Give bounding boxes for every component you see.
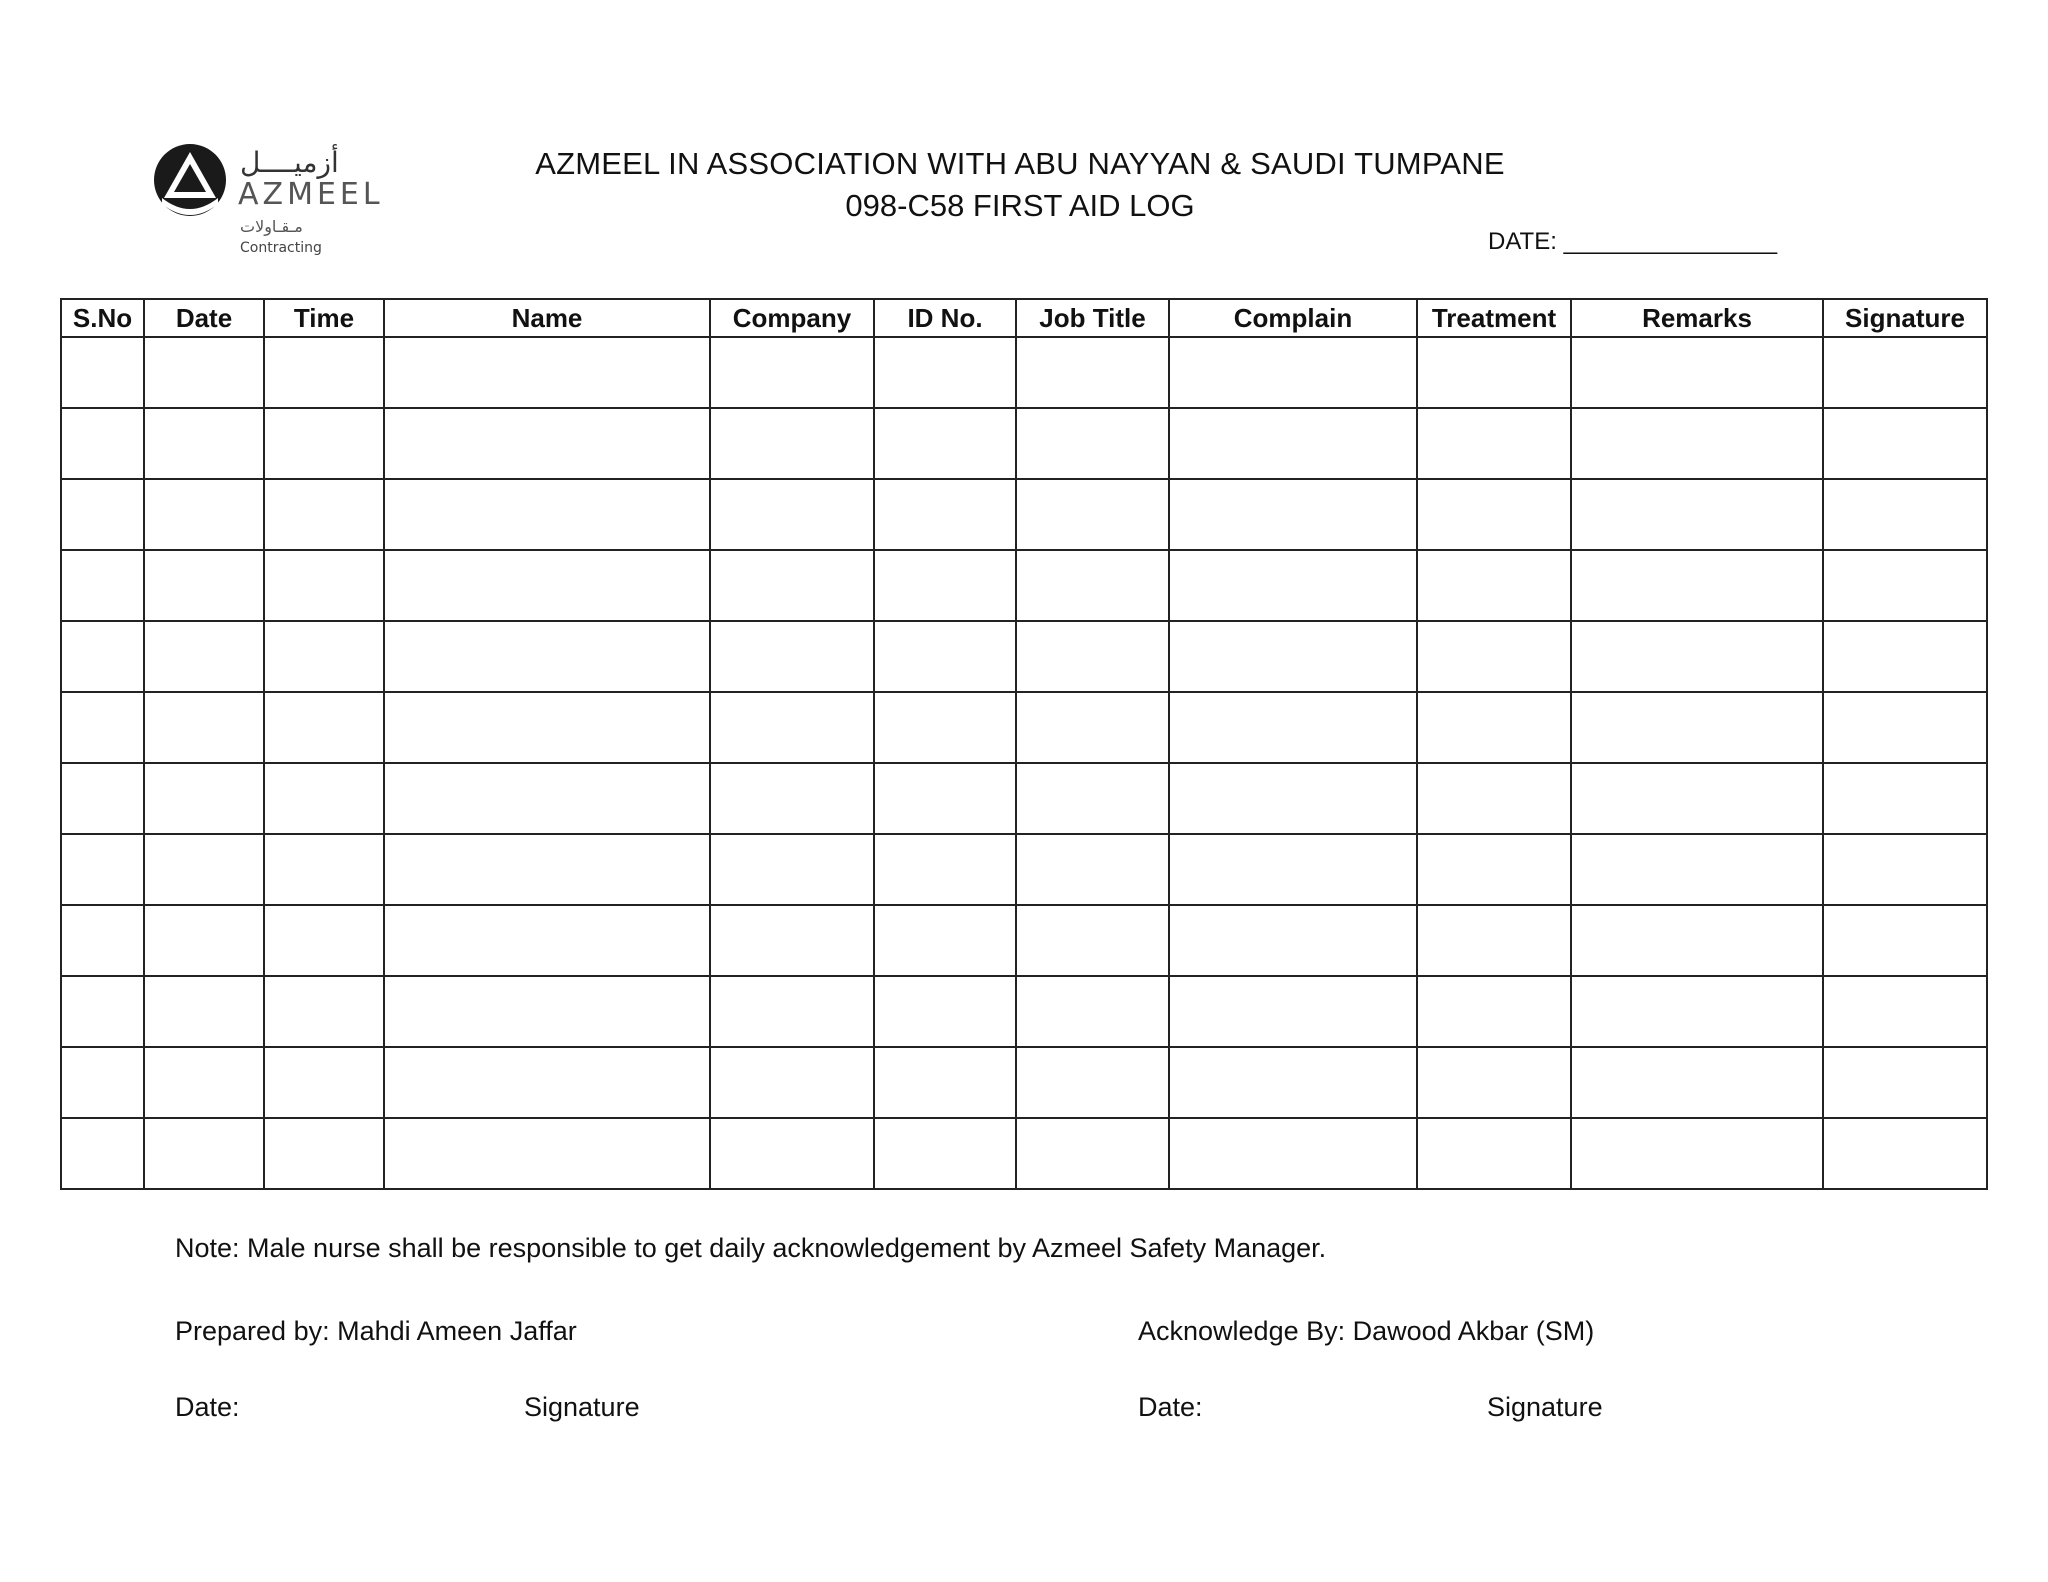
column-header: Company: [710, 299, 874, 337]
table-cell: [1016, 337, 1169, 408]
table-cell: [1823, 337, 1987, 408]
table-cell: [384, 621, 710, 692]
table-cell: [1417, 905, 1571, 976]
table-header-row: [61, 299, 1987, 337]
table-cell: [61, 763, 144, 834]
logo-arabic-tagline: مـقـاولات: [240, 217, 303, 236]
table-row: [61, 1118, 1987, 1189]
table-cell: [1417, 408, 1571, 479]
table-cell: [710, 692, 874, 763]
table-cell: [710, 479, 874, 550]
table-cell: [710, 763, 874, 834]
table-cell: [1016, 905, 1169, 976]
column-header: Time: [264, 299, 384, 337]
table-cell: [1016, 621, 1169, 692]
table-cell: [61, 905, 144, 976]
table-cell: [1823, 905, 1987, 976]
table-row: [61, 834, 1987, 905]
table-row: [61, 621, 1987, 692]
table-cell: [1823, 834, 1987, 905]
table-cell: [144, 1118, 264, 1189]
table-cell: [384, 408, 710, 479]
table-cell: [384, 479, 710, 550]
table-cell: [264, 763, 384, 834]
table-cell: [874, 337, 1016, 408]
table-cell: [874, 763, 1016, 834]
column-header: Complain: [1169, 299, 1417, 337]
table-row: [61, 408, 1987, 479]
table-cell: [1417, 1118, 1571, 1189]
column-header: Job Title: [1016, 299, 1169, 337]
table-row: [61, 550, 1987, 621]
header-date-field: DATE: ________________: [1488, 228, 1778, 255]
table-cell: [384, 1047, 710, 1118]
table-cell: [1571, 976, 1823, 1047]
table-cell: [1417, 763, 1571, 834]
table-cell: [710, 621, 874, 692]
table-row: [61, 1047, 1987, 1118]
table-cell: [1571, 337, 1823, 408]
table-cell: [1823, 1118, 1987, 1189]
table-cell: [144, 550, 264, 621]
table-cell: [1571, 550, 1823, 621]
table-cell: [264, 976, 384, 1047]
table-cell: [874, 550, 1016, 621]
column-header: Signature: [1823, 299, 1987, 337]
table-cell: [1169, 763, 1417, 834]
column-header: Date: [144, 299, 264, 337]
table-cell: [1571, 1118, 1823, 1189]
table-cell: [1823, 692, 1987, 763]
table-cell: [1169, 1047, 1417, 1118]
acknowledge-signature-label: Signature: [1487, 1392, 1603, 1422]
table-cell: [1169, 692, 1417, 763]
table-cell: [1169, 621, 1417, 692]
column-header: S.No: [61, 299, 144, 337]
table-cell: [1571, 692, 1823, 763]
table-cell: [1823, 1047, 1987, 1118]
table-cell: [710, 550, 874, 621]
document-subtitle: 098-C58 FIRST AID LOG: [845, 188, 1195, 223]
table-cell: [1016, 763, 1169, 834]
table-cell: [264, 550, 384, 621]
prepared-date-label: Date:: [175, 1392, 240, 1422]
column-header: Remarks: [1571, 299, 1823, 337]
table-cell: [1823, 408, 1987, 479]
table-cell: [1571, 408, 1823, 479]
table-cell: [874, 1047, 1016, 1118]
table-cell: [710, 1118, 874, 1189]
table-cell: [61, 834, 144, 905]
table-cell: [874, 1118, 1016, 1189]
table-cell: [1823, 621, 1987, 692]
table-cell: [384, 834, 710, 905]
table-row: [61, 479, 1987, 550]
table-cell: [1417, 550, 1571, 621]
table-cell: [384, 976, 710, 1047]
table-cell: [144, 479, 264, 550]
table-cell: [1169, 834, 1417, 905]
table-row: [61, 905, 1987, 976]
table-cell: [1016, 692, 1169, 763]
table-cell: [144, 834, 264, 905]
table-cell: [61, 550, 144, 621]
table-cell: [710, 905, 874, 976]
table-cell: [384, 905, 710, 976]
table-cell: [384, 1118, 710, 1189]
table-cell: [874, 976, 1016, 1047]
table-cell: [61, 692, 144, 763]
table-cell: [384, 692, 710, 763]
table-cell: [61, 479, 144, 550]
table-cell: [1823, 763, 1987, 834]
table-cell: [264, 1118, 384, 1189]
table-cell: [1016, 479, 1169, 550]
table-cell: [61, 337, 144, 408]
table-cell: [1169, 479, 1417, 550]
column-header: ID No.: [874, 299, 1016, 337]
table-cell: [874, 621, 1016, 692]
table-cell: [1016, 408, 1169, 479]
table-cell: [1169, 550, 1417, 621]
table-cell: [144, 692, 264, 763]
table-cell: [264, 1047, 384, 1118]
table-cell: [874, 408, 1016, 479]
logo-arabic-name: أزميــــل: [240, 146, 339, 179]
table-cell: [1016, 834, 1169, 905]
table-cell: [1016, 550, 1169, 621]
table-cell: [874, 905, 1016, 976]
table-cell: [1417, 337, 1571, 408]
table-cell: [1823, 550, 1987, 621]
table-cell: [1571, 834, 1823, 905]
table-row: [61, 763, 1987, 834]
azmeel-logo: [150, 140, 410, 265]
table-cell: [144, 621, 264, 692]
table-cell: [1417, 479, 1571, 550]
table-cell: [1169, 337, 1417, 408]
table-cell: [1417, 834, 1571, 905]
table-cell: [264, 621, 384, 692]
table-cell: [1571, 905, 1823, 976]
table-cell: [1016, 1047, 1169, 1118]
responsibility-note: Note: Male nurse shall be responsible to get daily acknowledgement by Azmeel Safety Manager.: [175, 1233, 1327, 1263]
table-row: [61, 692, 1987, 763]
table-cell: [61, 976, 144, 1047]
table-cell: [264, 479, 384, 550]
table-cell: [1169, 905, 1417, 976]
table-cell: [144, 976, 264, 1047]
table-row: [61, 976, 1987, 1047]
table-cell: [874, 834, 1016, 905]
table-cell: [710, 976, 874, 1047]
document-title: AZMEEL IN ASSOCIATION WITH ABU NAYYAN & SAUDI TUMPANE: [535, 146, 1505, 181]
table-cell: [1823, 479, 1987, 550]
table-cell: [874, 692, 1016, 763]
table-cell: [1016, 1118, 1169, 1189]
table-cell: [384, 550, 710, 621]
prepared-by: Prepared by: Mahdi Ameen Jaffar: [175, 1316, 577, 1346]
table-cell: [144, 408, 264, 479]
table-cell: [1417, 621, 1571, 692]
acknowledge-date-label: Date:: [1138, 1392, 1203, 1422]
table-cell: [1417, 1047, 1571, 1118]
table-cell: [384, 337, 710, 408]
table-cell: [1417, 692, 1571, 763]
table-cell: [144, 905, 264, 976]
column-header: Name: [384, 299, 710, 337]
table-cell: [1571, 479, 1823, 550]
table-cell: [1417, 976, 1571, 1047]
table-cell: [264, 408, 384, 479]
table-cell: [1571, 621, 1823, 692]
table-cell: [264, 905, 384, 976]
logo-latin-name: AZMEEL: [238, 177, 384, 212]
table-cell: [264, 337, 384, 408]
table-cell: [1169, 408, 1417, 479]
table-cell: [1169, 976, 1417, 1047]
table-cell: [61, 408, 144, 479]
table-cell: [1016, 976, 1169, 1047]
logo-tagline: Contracting: [240, 240, 322, 256]
table-cell: [384, 763, 710, 834]
table-cell: [710, 408, 874, 479]
table-cell: [264, 692, 384, 763]
table-cell: [1571, 763, 1823, 834]
table-cell: [144, 337, 264, 408]
table-cell: [61, 1047, 144, 1118]
table-cell: [61, 621, 144, 692]
table-cell: [1571, 1047, 1823, 1118]
acknowledge-by: Acknowledge By: Dawood Akbar (SM): [1138, 1316, 1595, 1346]
table-cell: [1823, 976, 1987, 1047]
table-cell: [264, 834, 384, 905]
table-cell: [1169, 1118, 1417, 1189]
table-cell: [144, 1047, 264, 1118]
table-cell: [710, 1047, 874, 1118]
table-cell: [144, 763, 264, 834]
table-cell: [61, 1118, 144, 1189]
prepared-signature-label: Signature: [524, 1392, 640, 1422]
table-cell: [710, 834, 874, 905]
column-header: Treatment: [1417, 299, 1571, 337]
table-row: [61, 337, 1987, 408]
table-cell: [710, 337, 874, 408]
first-aid-log-table: [60, 298, 1988, 1190]
table-cell: [874, 479, 1016, 550]
